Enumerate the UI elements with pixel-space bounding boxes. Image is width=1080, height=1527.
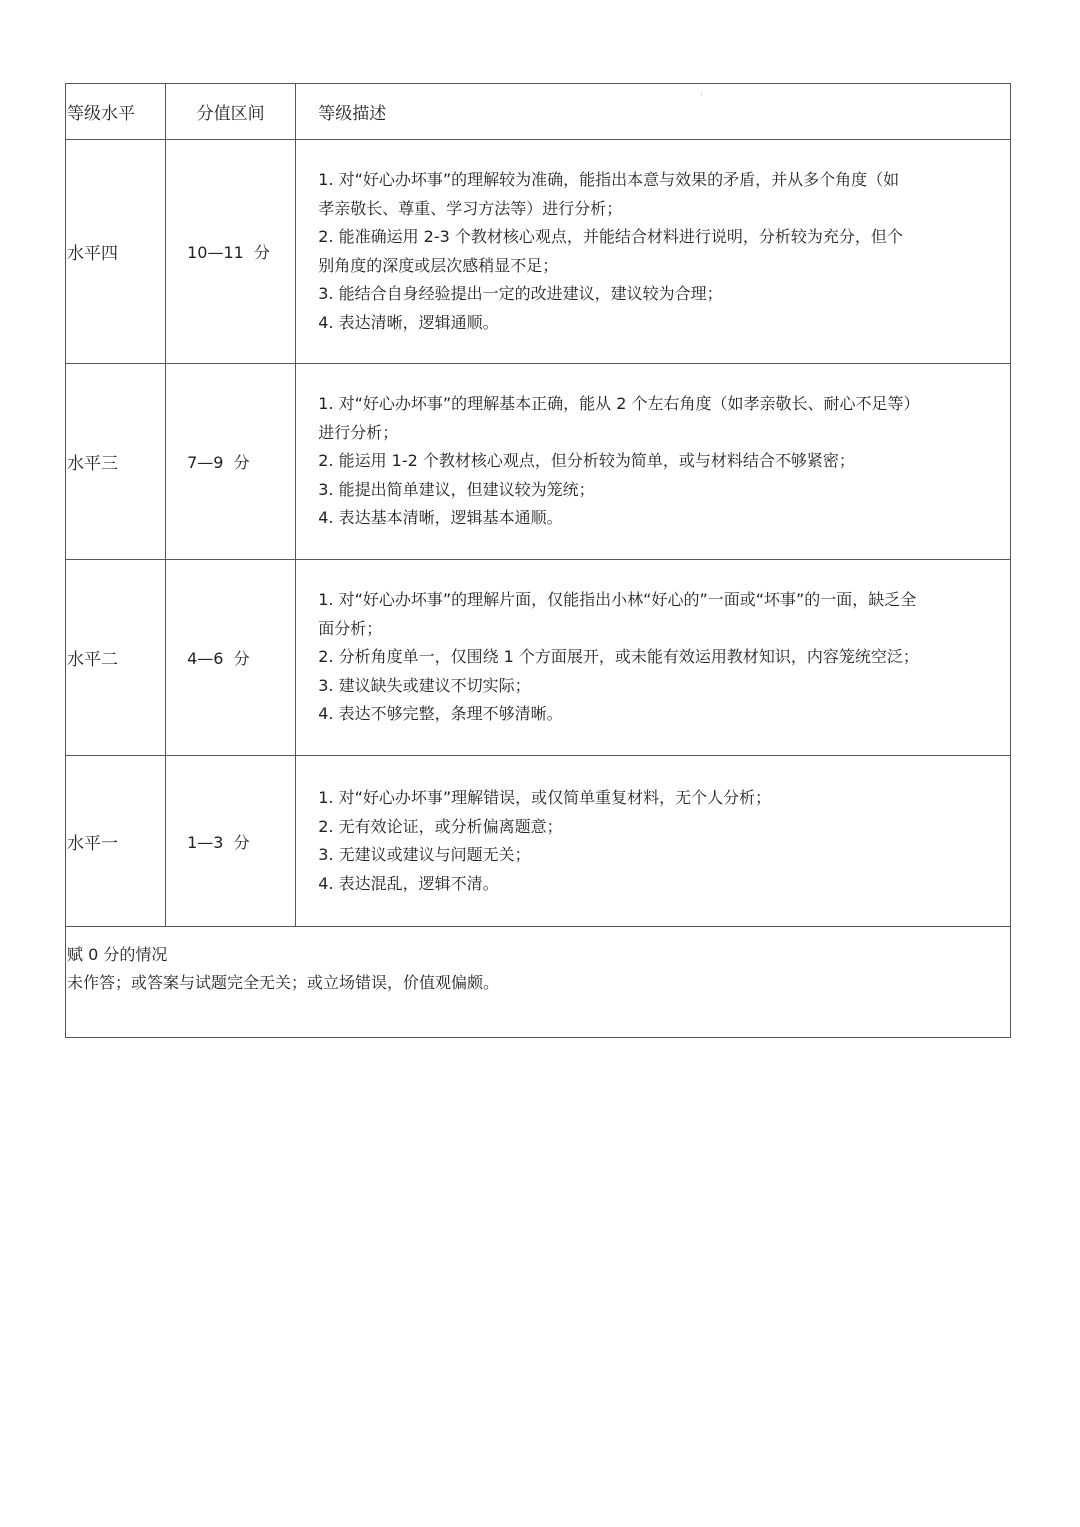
level-cell: 水平三	[66, 364, 166, 560]
table-header-row	[66, 84, 1011, 140]
description-line: 4. 表达混乱，逻辑不清。	[318, 873, 499, 893]
range-cell: 10—11 分	[166, 140, 296, 364]
description-line: 4. 表达不够完整，条理不够清晰。	[318, 704, 563, 724]
description-line: 4. 表达清晰，逻辑通顺。	[318, 312, 499, 332]
description-cell	[296, 364, 1011, 560]
description-cell	[296, 756, 1011, 927]
zero-score-cell	[66, 927, 1011, 1038]
table-row	[66, 560, 1011, 756]
description-line: 4. 表达基本清晰，逻辑基本通顺。	[318, 508, 563, 528]
description-line: 面分析；	[318, 618, 383, 638]
header-description: 等级描述	[318, 104, 387, 124]
range-cell: 4—6 分	[166, 560, 296, 756]
zero-score-text: 未作答；或答案与试题完全无关；或立场错误，价值观偏颇。	[67, 973, 500, 992]
description-line: 孝亲敬长、尊重、学习方法等）进行分析；	[318, 198, 623, 218]
description-line: 3. 建议缺失或建议不切实际；	[318, 675, 531, 695]
range-cell: 7—9 分	[166, 364, 296, 560]
description-line: 1. 对“好心办坏事”理解错误，或仅简单重复材料，无个人分析；	[318, 788, 772, 807]
description-line: 3. 无建议或建议与问题无关；	[318, 845, 531, 864]
table-row	[66, 140, 1011, 364]
zero-score-title: 赋 0 分的情况	[67, 945, 168, 964]
description-line: 别角度的深度或层次感稍显不足；	[318, 255, 559, 275]
stray-mark: :	[700, 91, 703, 98]
description-cell	[296, 560, 1011, 756]
level-cell: 水平四	[66, 140, 166, 364]
level-cell: 水平二	[66, 560, 166, 756]
description-line: 2. 能运用 1-2 个教材核心观点，但分析较为简单，或与材料结合不够紧密；	[318, 451, 855, 471]
range-cell: 1—3 分	[166, 756, 296, 927]
description-line: 2. 能准确运用 2-3 个教材核心观点，并能结合材料进行说明，分析较为充分，但个	[318, 227, 903, 246]
description-line: 1. 对“好心办坏事”的理解较为准确，能指出本意与效果的矛盾，并从多个角度（如	[318, 170, 900, 189]
description-line: 1. 对“好心办坏事”的理解片面，仅能指出小林“好心的”一面或“坏事”的一面，缺乏全	[318, 590, 917, 610]
table-row	[66, 364, 1011, 560]
description-line: 2. 无有效论证，或分析偏离题意；	[318, 816, 563, 836]
description-cell	[296, 140, 1011, 364]
description-line: 3. 能提出简单建议，但建议较为笼统；	[318, 479, 595, 499]
description-line: 1. 对“好心办坏事”的理解基本正确，能从 2 个左右角度（如孝亲敬长、耐心不足等）	[318, 394, 920, 414]
description-line: 3. 能结合自身经验提出一定的改进建议，建议较为合理；	[318, 284, 723, 303]
header-level: 等级水平	[66, 84, 166, 140]
zero-score-row	[66, 927, 1011, 1038]
description-line: 进行分析；	[318, 422, 399, 442]
header-range: 分值区间	[166, 84, 296, 140]
level-cell: 水平一	[66, 756, 166, 927]
scoring-rubric-table	[65, 83, 1011, 1038]
table-row	[66, 756, 1011, 927]
description-line: 2. 分析角度单一，仅围绕 1 个方面展开，或未能有效运用教材知识，内容笼统空泛；	[318, 647, 919, 667]
header-description-cell	[296, 84, 1011, 140]
